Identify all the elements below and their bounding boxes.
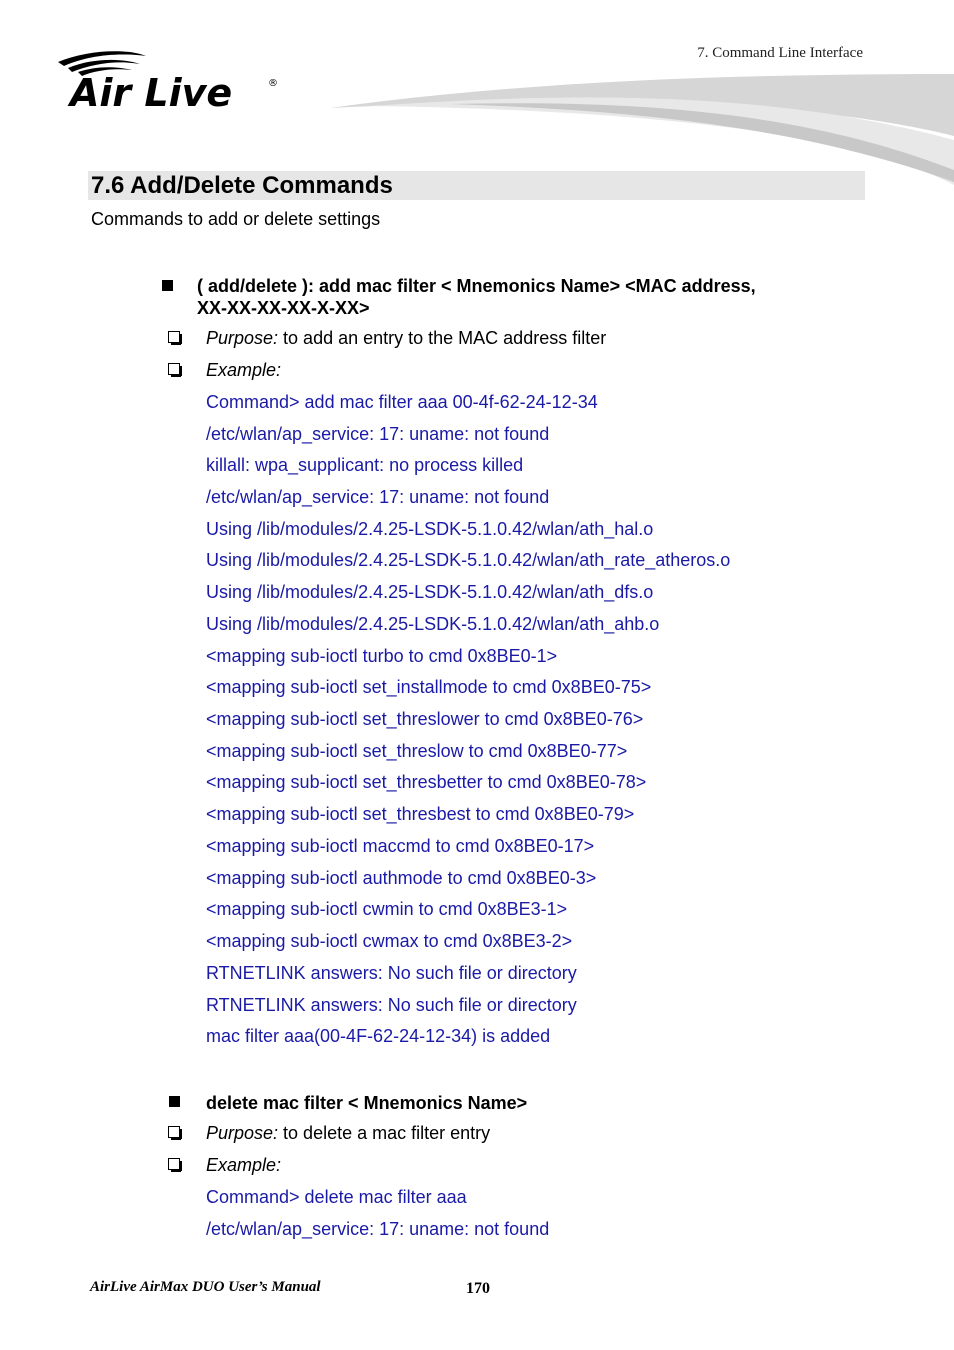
svg-text:Air Live: Air Live (70, 71, 233, 114)
output-line: <mapping sub-ioctl cwmax to cmd 0x8BE3-2> (206, 931, 573, 951)
purpose-label: Purpose: (206, 328, 279, 348)
purpose-line (206, 328, 606, 349)
output-line: <mapping sub-ioctl authmode to cmd 0x8BE0-3> (206, 868, 597, 888)
output-line: RTNETLINK answers: No such file or directory (206, 963, 577, 983)
output-line: Command> add mac filter aaa 00-4f-62-24-12-34 (206, 392, 598, 412)
purpose-text: to add an entry to the MAC address filter (278, 328, 607, 348)
footer-manual-title: AirLive AirMax DUO User’s Manual (90, 1279, 321, 1295)
output-line: <mapping sub-ioctl set_threslow to cmd 0x8BE0-77> (206, 741, 628, 761)
command-heading-line: ( add/delete ): add mac filter < Mnemonics Name> <MAC address, (197, 276, 756, 296)
output-line: Using /lib/modules/2.4.25-LSDK-5.1.0.42/wlan/ath_rate_atheros.o (206, 550, 731, 570)
command-heading (197, 275, 756, 319)
command-heading (206, 1092, 527, 1114)
command-heading-line: XX-XX-XX-XX-X-XX> (197, 298, 370, 318)
output-line: <mapping sub-ioctl set_thresbest to cmd 0x8BE0-79> (206, 804, 635, 824)
footer-page-number: 170 (466, 1280, 490, 1297)
checkbox-bullet-icon (168, 363, 180, 375)
square-bullet-icon (169, 1096, 180, 1107)
airlive-logo (56, 48, 286, 114)
output-line: Command> delete mac filter aaa (206, 1187, 467, 1207)
section-header-bar (88, 171, 865, 200)
chapter-header: 7. Command Line Interface (697, 45, 863, 61)
checkbox-bullet-icon (168, 1158, 180, 1170)
output-line: Using /lib/modules/2.4.25-LSDK-5.1.0.42/wlan/ath_dfs.o (206, 582, 654, 602)
purpose-line (206, 1123, 490, 1144)
example-label: Example: (206, 1155, 282, 1175)
example-label: Example: (206, 360, 282, 380)
output-line: Using /lib/modules/2.4.25-LSDK-5.1.0.42/wlan/ath_ahb.o (206, 614, 660, 634)
output-line: <mapping sub-ioctl set_threslower to cmd 0x8BE0-76> (206, 709, 644, 729)
svg-text:®: ® (268, 78, 278, 89)
output-line: <mapping sub-ioctl turbo to cmd 0x8BE0-1> (206, 646, 558, 666)
output-line: <mapping sub-ioctl set_installmode to cmd 0x8BE0-75> (206, 677, 652, 697)
output-line: Using /lib/modules/2.4.25-LSDK-5.1.0.42/wlan/ath_hal.o (206, 519, 654, 539)
output-line: <mapping sub-ioctl cwmin to cmd 0x8BE3-1> (206, 899, 568, 919)
command-heading-line: delete mac filter < Mnemonics Name> (206, 1093, 528, 1113)
output-line: <mapping sub-ioctl maccmd to cmd 0x8BE0-17> (206, 836, 595, 856)
square-bullet-icon (162, 280, 173, 291)
header-swoosh-graphic (330, 70, 954, 185)
purpose-text: to delete a mac filter entry (278, 1123, 491, 1143)
checkbox-bullet-icon (168, 1126, 180, 1138)
output-line: /etc/wlan/ap_service: 17: uname: not found (206, 1219, 550, 1239)
output-line: mac filter aaa(00-4F-62-24-12-34) is added (206, 1026, 551, 1046)
output-line: <mapping sub-ioctl set_thresbetter to cmd 0x8BE0-78> (206, 772, 647, 792)
section-title: 7.6 Add/Delete Commands (91, 172, 393, 199)
checkbox-bullet-icon (168, 331, 180, 343)
output-line: RTNETLINK answers: No such file or directory (206, 995, 577, 1015)
section-intro: Commands to add or delete settings (91, 209, 381, 229)
output-line: /etc/wlan/ap_service: 17: uname: not found (206, 487, 550, 507)
purpose-label: Purpose: (206, 1123, 279, 1143)
output-line: /etc/wlan/ap_service: 17: uname: not found (206, 424, 550, 444)
output-line: killall: wpa_supplicant: no process killed (206, 455, 524, 475)
